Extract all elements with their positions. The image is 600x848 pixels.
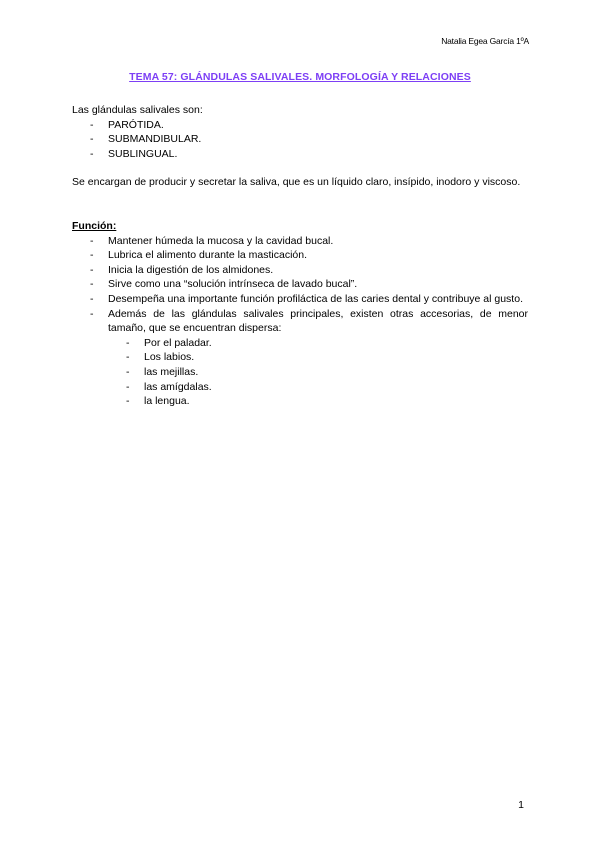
list-item xyxy=(72,292,528,307)
bullet-dash: - xyxy=(126,336,130,349)
bullet-dash: - xyxy=(126,365,130,378)
bullet-dash: - xyxy=(126,380,130,393)
gland-item: SUBMANDIBULAR. xyxy=(108,133,202,146)
bullet-dash: - xyxy=(90,234,94,247)
list-item xyxy=(108,394,528,409)
list-item xyxy=(108,365,528,380)
saliva-paragraph: Se encargan de producir y secretar la saliva, que es un líquido claro, insípido, inodoro y viscoso. xyxy=(72,176,521,188)
location-item: las mejillas. xyxy=(144,365,199,378)
funcion-item: Lubrica el alimento durante la masticación. xyxy=(108,249,308,262)
funcion-item: Mantener húmeda la mucosa y la cavidad bucal. xyxy=(108,234,334,247)
gland-item: SUBLINGUAL. xyxy=(108,147,178,160)
document-title: TEMA 57: GLÁNDULAS SALIVALES. MORFOLOGÍA Y RELACIONES xyxy=(129,71,471,83)
bullet-dash: - xyxy=(90,292,94,305)
bullet-dash: - xyxy=(90,133,94,146)
bullet-dash: - xyxy=(90,278,94,291)
funcion-heading: Función: xyxy=(72,220,117,232)
list-item xyxy=(72,307,528,409)
location-item: Los labios. xyxy=(144,351,195,364)
page-number: 1 xyxy=(518,799,524,811)
list-item xyxy=(108,350,528,365)
bullet-dash: - xyxy=(90,118,94,131)
bullet-dash: - xyxy=(90,307,94,320)
location-item: Por el paladar. xyxy=(144,336,212,349)
list-item xyxy=(72,263,528,278)
location-item: la lengua. xyxy=(144,395,190,408)
intro-lead: Las glándulas salivales son: xyxy=(72,104,203,116)
list-item xyxy=(72,132,528,147)
funcion-item: Desempeña una importante función profiláctica de las caries dental y contribuye al gusto. xyxy=(108,292,523,305)
funcion-item: Además de las glándulas salivales principales, existen otras accesorias, de menor tamaño, que se encuentran dispersa: xyxy=(108,307,528,335)
list-item xyxy=(72,277,528,292)
bullet-dash: - xyxy=(126,395,130,408)
list-item xyxy=(72,118,528,133)
gland-item: PARÓTIDA. xyxy=(108,118,164,131)
funcion-list xyxy=(72,234,528,409)
header-author: Natalia Egea García 1ºA xyxy=(441,36,529,46)
gland-list xyxy=(72,118,528,162)
list-item xyxy=(72,234,528,249)
bullet-dash: - xyxy=(90,147,94,160)
list-item xyxy=(72,248,528,263)
accessory-location-list xyxy=(108,336,528,409)
bullet-dash: - xyxy=(90,263,94,276)
list-item xyxy=(108,380,528,395)
list-item xyxy=(72,147,528,162)
list-item xyxy=(108,336,528,351)
funcion-item: Inicia la digestión de los almidones. xyxy=(108,263,274,276)
bullet-dash: - xyxy=(90,249,94,262)
bullet-dash: - xyxy=(126,351,130,364)
funcion-item: Sirve como una “solución intrínseca de lavado bucal”. xyxy=(108,278,358,291)
location-item: las amígdalas. xyxy=(144,380,212,393)
